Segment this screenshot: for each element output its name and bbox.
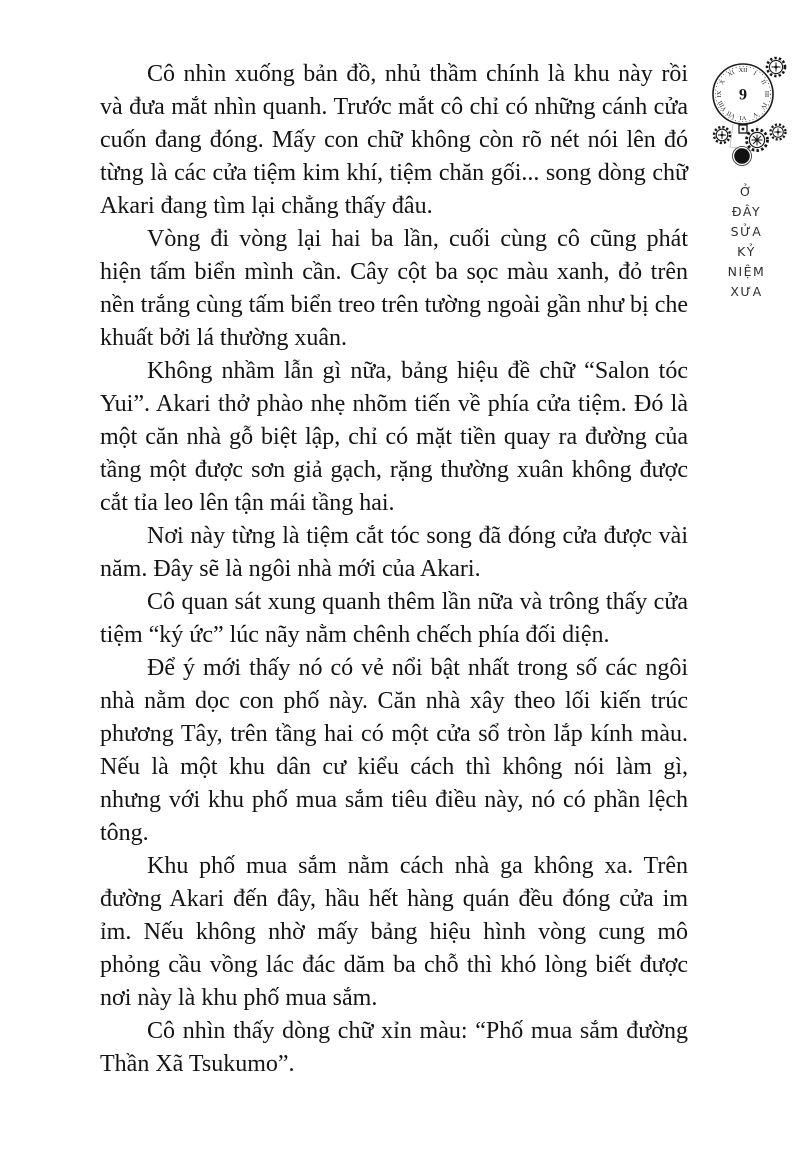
- paragraph: Khu phố mua sắm nằm cách nhà ga không xa. Trên đường Akari đến đây, hầu hết hàng quán đều đóng cửa im ỉm. Nếu không nhờ mấy bảng hiệu hình vòng cung mô phỏng cầu vồng lác đác dăm ba chỗ thì khó lòng biết được nơi này là khu phố mua sắm.: [100, 853, 688, 1011]
- clock-face: [713, 64, 773, 124]
- paragraph: Cô nhìn xuống bản đồ, nhủ thầm chính là khu này rồi và đưa mắt nhìn quanh. Trước mắt cô chỉ có những cánh cửa cuốn đang đóng. Mấy con chữ không còn rõ nét nói lên đó từng là các cửa tiệm kim khí, tiệm chăn gối... song dòng chữ Akari đang tìm lại chẳng thấy đâu.: [100, 61, 688, 219]
- book-title-vertical: [693, 182, 800, 302]
- book-title-line: NIỆM: [727, 264, 766, 279]
- clock-illustration: [693, 48, 800, 172]
- svg-text:IV: IV: [758, 101, 769, 111]
- paragraph: Vòng đi vòng lại hai ba lần, cuối cùng cô cũng phát hiện tấm biển mình cần. Cây cột ba sọc màu xanh, đỏ trên nền trắng cùng tấm biển treo trên tường ngoài gần như bị che khuất bởi lá thường xuân.: [100, 226, 688, 351]
- escapement-block: [739, 125, 747, 133]
- svg-text:III: III: [763, 90, 771, 98]
- book-title-line: SỬA: [730, 224, 763, 239]
- page-number: 9: [739, 86, 747, 104]
- paragraph: Cô nhìn thấy dòng chữ xỉn màu: “Phố mua sắm đường Thần Xã Tsukumo”.: [100, 1018, 688, 1077]
- book-title-line: Ở: [740, 184, 753, 199]
- paragraph: Để ý mới thấy nó có vẻ nổi bật nhất trong số các ngôi nhà nằm dọc con phố này. Căn nhà xây theo lối kiến trúc phương Tây, trên tầng hai có một cửa sổ tròn lắp kính màu. Nếu là một khu dân cư kiểu cách thì không nói làm gì, nhưng với khu phố mua sắm tiêu điều này, nó có phần lệch tông.: [100, 655, 688, 846]
- svg-text:VII: VII: [725, 109, 737, 120]
- page-margin: [693, 48, 800, 302]
- paragraph: Cô quan sát xung quanh thêm lần nữa và trông thấy cửa tiệm “ký ức” lúc nãy nằm chênh chếch phía đối diện.: [100, 589, 688, 648]
- gear-icon: [767, 58, 785, 76]
- svg-text:VIII: VIII: [716, 99, 729, 113]
- gear-icon: [771, 125, 786, 140]
- body-text: [100, 58, 688, 1081]
- book-title-line: ĐÂY: [731, 204, 762, 219]
- pendulum-bob: [733, 147, 752, 166]
- svg-text:I: I: [752, 70, 758, 78]
- paragraph: Nơi này từng là tiệm cắt tóc song đã đóng cửa được vài năm. Đây sẽ là ngôi nhà mới của Akari.: [100, 523, 688, 582]
- svg-text:XI: XI: [726, 68, 736, 79]
- book-title-line: KỶ: [737, 244, 756, 259]
- svg-text:V: V: [751, 110, 759, 119]
- gear-icon: [714, 127, 730, 143]
- book-title-line: XƯA: [730, 284, 763, 299]
- svg-text:X: X: [718, 78, 727, 86]
- svg-text:XII: XII: [738, 66, 748, 74]
- paragraph: Không nhầm lẫn gì nữa, bảng hiệu đề chữ “Salon tóc Yui”. Akari thở phào nhẹ nhõm tiến về phía cửa tiệm. Đó là một căn nhà gỗ biệt lập, chỉ có mặt tiền quay ra đường của tầng một được sơn giả gạch, rặng thường xuân không được cắt tỉa leo lên tận mái tầng hai.: [100, 358, 688, 516]
- gear-icon: [747, 130, 768, 151]
- svg-text:VI: VI: [739, 114, 747, 122]
- svg-text:II: II: [759, 78, 768, 86]
- svg-text:IX: IX: [715, 90, 723, 98]
